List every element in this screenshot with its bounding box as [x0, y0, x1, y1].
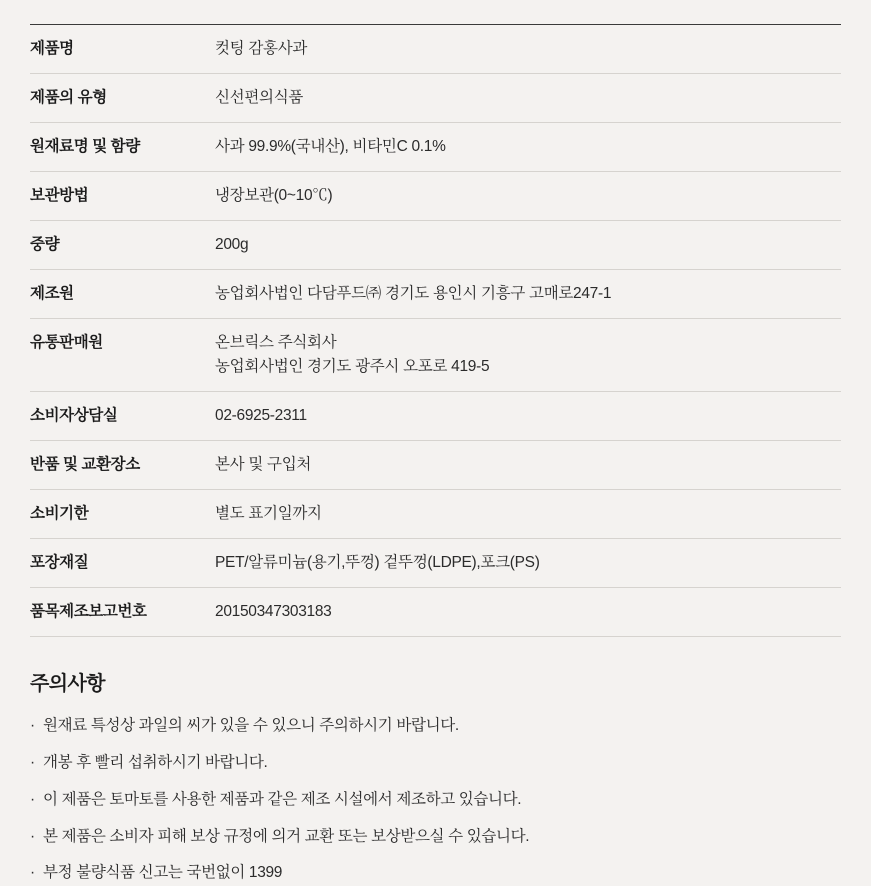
- spec-value-line: 농업회사법인 다담푸드㈜ 경기도 용인시 기흥구 고매로247-1: [215, 285, 612, 303]
- spec-value-line: 농업회사법인 경기도 광주시 오포로 419-5: [215, 358, 490, 376]
- list-item: [30, 861, 841, 886]
- table-row: [30, 319, 841, 392]
- bullet-icon: ·: [30, 754, 35, 771]
- spec-label: 제품의 유형: [30, 89, 107, 107]
- spec-value: [215, 392, 841, 441]
- spec-label: 소비자상담실: [30, 407, 118, 425]
- spec-value-line: 냉장보관(0~10℃): [215, 187, 333, 205]
- notice-item-text: 원재료 특성상 과일의 씨가 있을 수 있으니 주의하시기 바랍니다.: [43, 717, 459, 735]
- table-row: [30, 441, 841, 490]
- table-row: [30, 172, 841, 221]
- spec-label: 보관방법: [30, 187, 89, 205]
- notice-section-title: 주의사항: [30, 673, 105, 696]
- bullet-icon: ·: [30, 717, 35, 735]
- notice-item-text: 개봉 후 빨리 섭취하시기 바랍니다.: [43, 754, 268, 771]
- notice-item-text: 부정 불량식품 신고는 국번없이 1399: [43, 864, 283, 882]
- table-row: [30, 588, 841, 637]
- spec-value: [215, 123, 841, 172]
- notice-list: [30, 714, 841, 886]
- list-item: [30, 825, 841, 850]
- spec-value: [215, 490, 841, 539]
- spec-value: [215, 319, 841, 392]
- bullet-icon: ·: [30, 790, 35, 808]
- list-item: [30, 714, 841, 739]
- spec-label: 유통판매원: [30, 334, 103, 352]
- spec-value-line: 20150347303183: [215, 603, 332, 621]
- spec-label: 제품명: [30, 40, 74, 57]
- spec-label: 제조원: [30, 285, 74, 303]
- spec-value: [215, 74, 841, 123]
- spec-value: [215, 539, 841, 588]
- spec-label: 반품 및 교환장소: [30, 456, 140, 474]
- table-row: [30, 221, 841, 270]
- spec-value-line: 02-6925-2311: [215, 407, 307, 425]
- spec-value-line: 본사 및 구입처: [215, 456, 312, 474]
- spec-value-line: 신선편의식품: [215, 89, 304, 107]
- table-row: [30, 123, 841, 172]
- spec-value: [215, 172, 841, 221]
- notice-item-text: 본 제품은 소비자 피해 보상 규정에 의거 교환 또는 보상받으실 수 있습니다.: [43, 827, 530, 845]
- spec-value-line: 컷팅 감홍사과: [215, 40, 308, 57]
- spec-value: [215, 588, 841, 637]
- table-row: [30, 25, 841, 74]
- spec-label: 중량: [30, 236, 60, 254]
- spec-value: [215, 25, 841, 74]
- product-spec-table-body: [30, 25, 841, 637]
- spec-label: 소비기한: [30, 505, 89, 523]
- spec-value: [215, 221, 841, 270]
- spec-value-line: 200g: [215, 236, 249, 254]
- product-spec-table: [30, 24, 841, 637]
- table-row: [30, 270, 841, 319]
- bullet-icon: ·: [30, 864, 35, 882]
- spec-value-line: PET/알류미늄(용기,뚜껑) 겉뚜껑(LDPE),포크(PS): [215, 554, 540, 572]
- spec-value-line: 사과 99.9%(국내산), 비타민C 0.1%: [215, 138, 446, 156]
- notice-item-text: 이 제품은 토마토를 사용한 제품과 같은 제조 시설에서 제조하고 있습니다.: [43, 790, 522, 808]
- spec-value: [215, 270, 841, 319]
- spec-label: 품목제조보고번호: [30, 603, 147, 621]
- table-row: [30, 539, 841, 588]
- spec-value-line: 별도 표기일까지: [215, 505, 322, 523]
- spec-label: 포장재질: [30, 554, 89, 572]
- table-row: [30, 74, 841, 123]
- table-row: [30, 392, 841, 441]
- table-row: [30, 490, 841, 539]
- spec-label: 원재료명 및 함량: [30, 138, 140, 156]
- spec-value: [215, 441, 841, 490]
- list-item: [30, 788, 841, 813]
- bullet-icon: ·: [30, 827, 35, 845]
- spec-value-line: 온브릭스 주식회사: [215, 334, 337, 352]
- list-item: [30, 751, 841, 776]
